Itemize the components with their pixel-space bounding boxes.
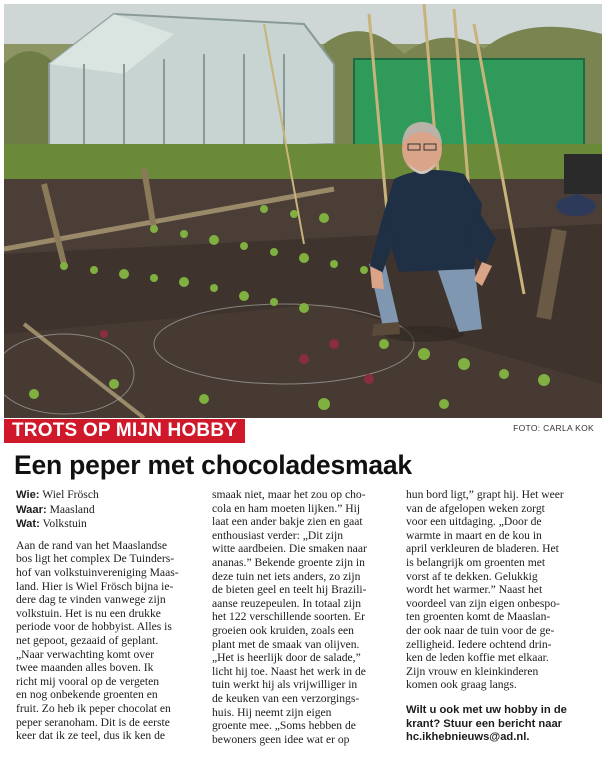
text-line: groeien ook kruiden, zoals een (212, 623, 354, 637)
text-line: „Naar verwachting komt over (16, 647, 155, 661)
call-to-action (406, 704, 594, 745)
text-line: deze tuin net iets anders, zo zijn (212, 569, 361, 583)
text-line: bewoners geen idee wat er op (212, 732, 350, 746)
text-line: groente mee. „Soms hebben de (212, 719, 356, 733)
text-line: keer dat ik ze teel, dus ik ken de (16, 729, 166, 743)
meta-key: Wie: (16, 489, 40, 501)
garden-photo-illustration (4, 4, 602, 418)
text-line: cola en ham moeten lijken.” Hij (212, 501, 361, 515)
text-line: en nog onbekende groenten en (16, 688, 158, 702)
text-line: der ook naar de tuin voor de ge- (406, 623, 555, 637)
text-line: volkstuin. Het is nu een drukke (16, 606, 161, 620)
article-column-1 (16, 488, 204, 743)
meta-value: Volkstuin (42, 517, 87, 531)
text-line: aanse reuzepeulen. In totaal zijn (212, 596, 362, 610)
text-line: fruit. Zo heb ik peper chocolat en (16, 701, 171, 715)
text-line: periode voor de hobbyist. Alles is (16, 620, 172, 634)
cta-line: Wilt u ook met uw hobby in de (406, 703, 567, 716)
text-line: land. Hier is Wiel Frösch bijna ie- (16, 579, 174, 593)
meta-who (16, 488, 204, 503)
text-line: komen ook graag langs. (406, 678, 517, 692)
text-line: ken de leden koffie met elkaar. (406, 651, 549, 665)
text-line: laat een ander bakje zien en gaat (212, 515, 363, 529)
text-line: bos ligt het complex De Tuinders- (16, 552, 175, 566)
column-1-body (16, 539, 204, 743)
text-line: ten groenten komt de Maaslan- (406, 610, 551, 624)
meta-where (16, 503, 204, 518)
text-line: dere dag te vinden vanwege zijn (16, 593, 166, 607)
section-banner: TROTS OP MIJN HOBBY (4, 419, 245, 443)
article-column-3 (406, 488, 594, 745)
text-line: enthousiast verder: „Dit zijn (212, 528, 344, 542)
text-line: huis. Hij neemt zijn eigen (212, 705, 332, 719)
text-line: van de afgelopen weken zorgt (406, 501, 545, 515)
text-line: hof van volkstuinvereniging Maas- (16, 565, 179, 579)
text-line: richt mij vooral op de vergeten (16, 674, 160, 688)
meta-key: Waar: (16, 503, 47, 516)
garden-photo (4, 4, 602, 418)
article-headline: Een peper met chocoladesmaak (14, 450, 412, 480)
text-line: witte aardbeien. Die smaken naar (212, 542, 367, 556)
cta-email-link[interactable]: hc.ikhebnieuws@ad.nl. (406, 731, 530, 744)
text-line: april verkleuren de bladeren. Het (406, 542, 559, 556)
text-line: warmte in maart en de kou in (406, 528, 542, 542)
text-line: hun bord ligt,” grapt hij. Het weer (406, 488, 564, 501)
text-line: twee maanden alles boven. Ik (16, 661, 154, 675)
text-line: de keuken van een verzorgings- (212, 691, 360, 705)
text-line: de bieten geel en teelt hij Brazili- (212, 583, 367, 597)
text-line: zelligheid. Iedere ochtend drin- (406, 637, 552, 651)
text-line: licht hij toe. Naast het werk in de (212, 664, 366, 678)
text-line: voordeel van zijn eigen onbespo- (406, 596, 560, 610)
text-line: ananas.” Bekende groente zijn in (212, 555, 365, 569)
text-line: wordt het warmer.” Naast het (406, 583, 543, 597)
text-line: het 122 verschillende soorten. Er (212, 610, 365, 624)
text-line: net gepoot, gezaaid of geplant. (16, 633, 159, 647)
text-line: „Het is heerlijk door de salade,” (212, 651, 361, 665)
cta-line: krant? Stuur een bericht naar (406, 717, 563, 730)
text-line: Zijn vrouw en kleinkinderen (406, 664, 539, 678)
meta-value: Wiel Frösch (42, 488, 99, 501)
meta-value: Maasland (49, 502, 95, 516)
article-column-2 (212, 488, 398, 746)
text-line: plant met de smaak van olijven. (212, 637, 360, 651)
text-line: voor een uitdaging. „Door de (406, 515, 542, 529)
meta-key: Wat: (16, 518, 40, 531)
text-line: peper seranoham. Dit is de eerste (16, 715, 170, 729)
text-line: smaak niet, maar het zou op cho- (212, 488, 366, 501)
photo-credit: FOTO: CARLA KOK (513, 423, 594, 433)
text-line: is belangrijk om groenten met (406, 555, 546, 569)
text-line: tuin werkt hij als vrijwilliger in (212, 678, 358, 692)
article-meta (16, 488, 204, 532)
text-line: vorst af te dekken. Gelukkig (406, 569, 538, 583)
meta-what (16, 517, 204, 532)
text-line: Aan de rand van het Maaslandse (16, 538, 167, 552)
